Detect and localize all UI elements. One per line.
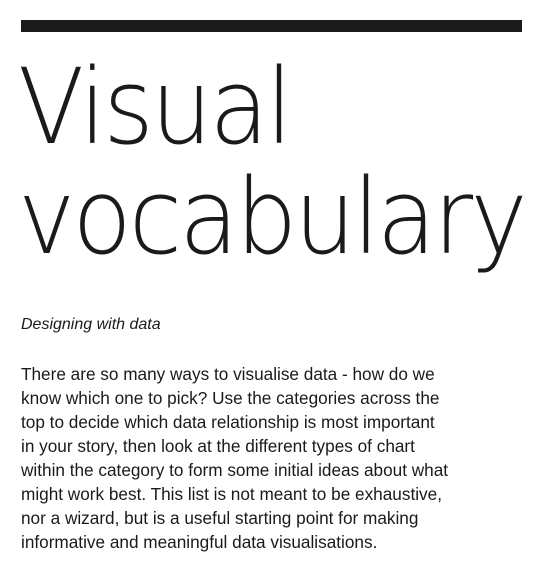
intro-line: nor a wizard, but is a useful starting point for making xyxy=(21,508,419,528)
intro-line: within the category to form some initial ideas about what xyxy=(21,460,449,480)
subtitle: Designing with data xyxy=(21,316,161,333)
page-title xyxy=(18,46,525,278)
intro-line: know which one to pick? Use the categories across the xyxy=(21,388,440,408)
intro-line: informative and meaningful data visualisations. xyxy=(21,532,378,552)
title-line-1: Visual xyxy=(18,46,291,168)
top-rule-divider xyxy=(21,20,522,32)
title-line-2: vocabulary xyxy=(18,156,525,278)
intro-line: might work best. This list is not meant to be exhaustive, xyxy=(21,484,442,504)
intro-line: in your story, then look at the different types of chart xyxy=(21,436,415,456)
intro-line: top to decide which data relationship is most important xyxy=(21,412,435,432)
intro-paragraph xyxy=(21,362,491,554)
intro-line: There are so many ways to visualise data - how do we xyxy=(21,364,435,384)
